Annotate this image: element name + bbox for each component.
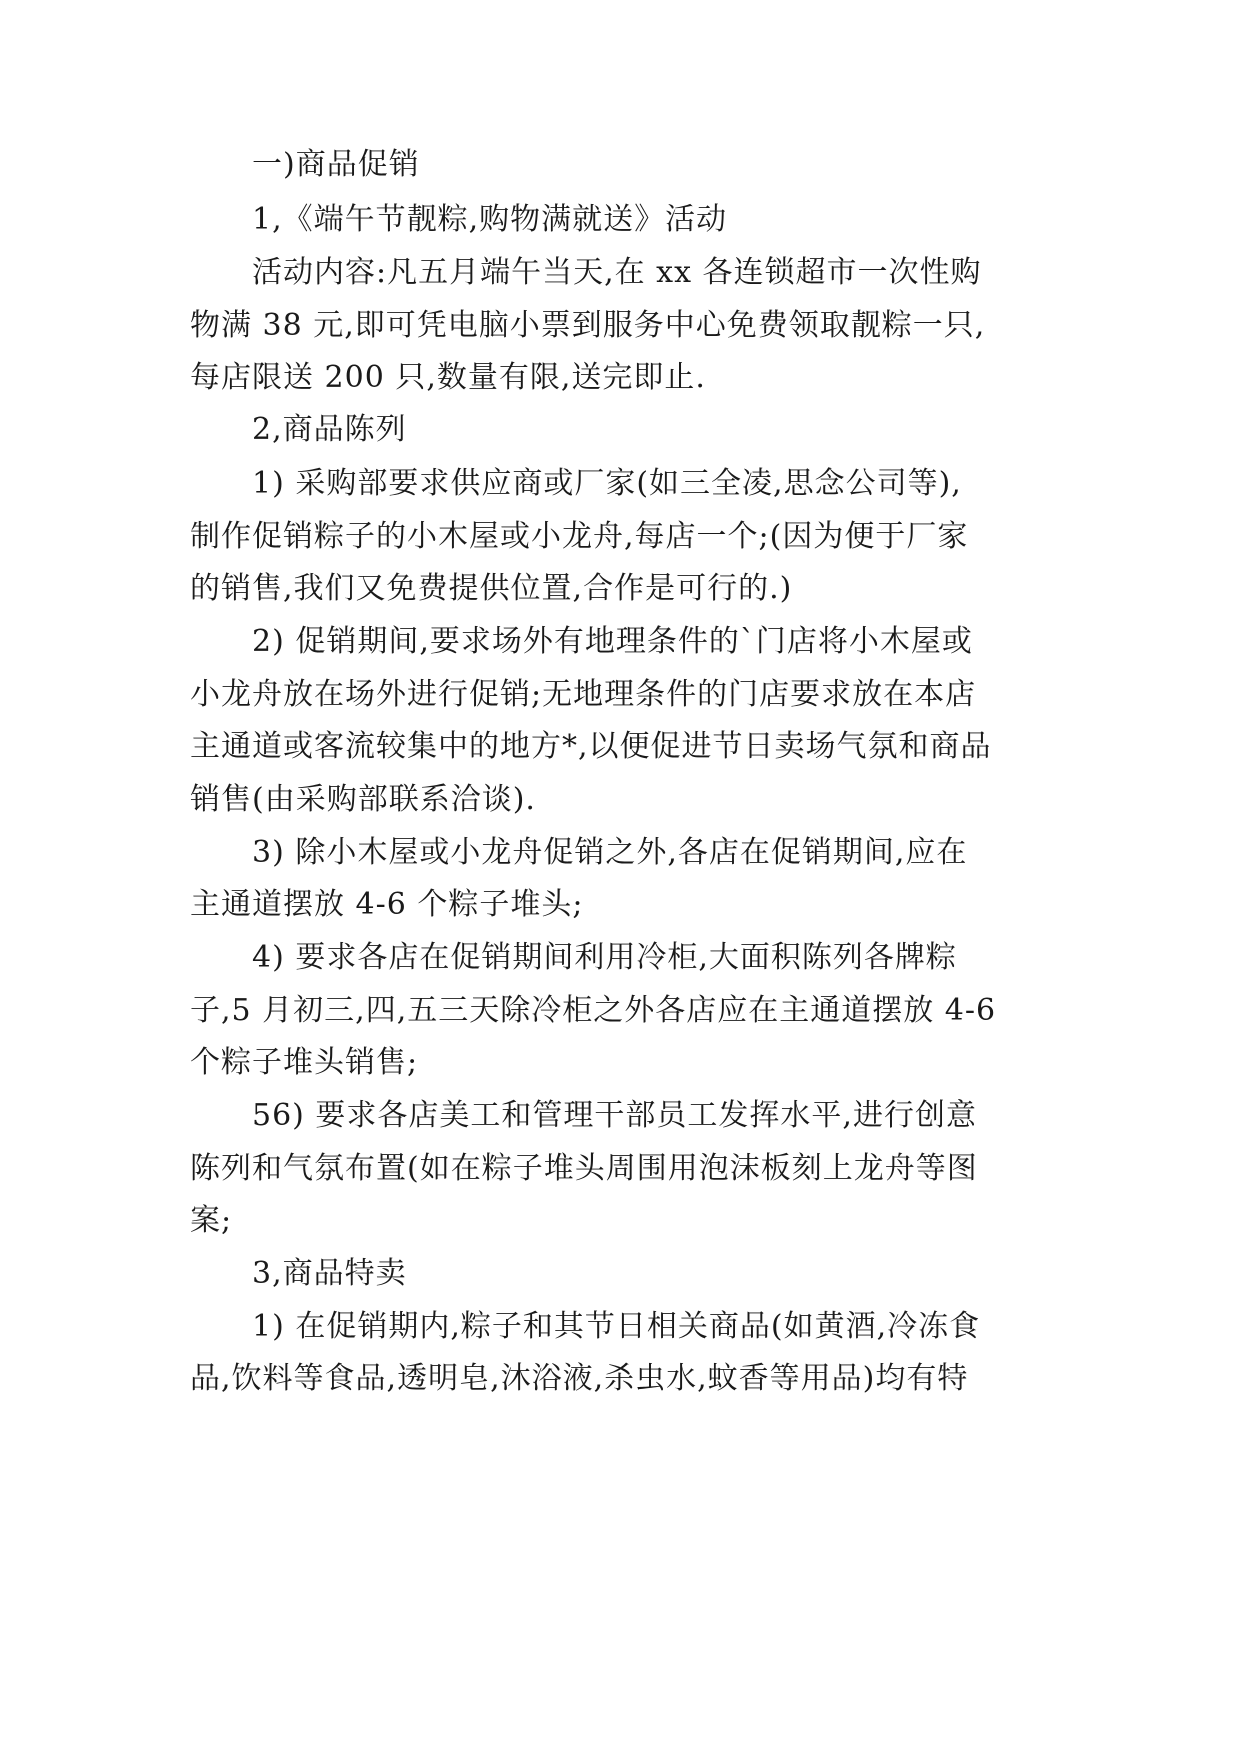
paragraph-line: 4) 要求各店在促销期间利用冷柜,大面积陈列各牌粽 (252, 940, 957, 975)
paragraph-line: 子,5 月初三,四,五三天除冷柜之外各店应在主通道摆放 4-6 (190, 993, 997, 1028)
paragraph-line: 1) 在促销期内,粽子和其节日相关商品(如黄酒,冷冻食 (252, 1309, 981, 1344)
paragraph-line: 制作促销粽子的小木屋或小龙舟,每店一个;(因为便于厂家 (190, 519, 969, 554)
paragraph-line: 主通道摆放 4-6 个粽子堆头; (190, 887, 584, 922)
paragraph-line: 销售(由采购部联系洽谈). (190, 782, 536, 817)
paragraph-line: 的销售,我们又免费提供位置,合作是可行的.) (190, 571, 793, 606)
heading-product-promotion: 一)商品促销 (252, 147, 420, 182)
paragraph-line: 主通道或客流较集中的地方*,以便促进节日卖场气氛和商品 (190, 729, 992, 764)
paragraph-line: 56) 要求各店美工和管理干部员工发挥水平,进行创意 (252, 1098, 977, 1133)
paragraph-line: 陈列和气氛布置(如在粽子堆头周围用泡沫板刻上龙舟等图 (190, 1151, 978, 1186)
paragraph-line: 3) 除小木屋或小龙舟促销之外,各店在促销期间,应在 (252, 835, 968, 870)
paragraph-line: 物满 38 元,即可凭电脑小票到服务中心免费领取靓粽一只, (190, 308, 986, 343)
item-1-title: 1,《端午节靓粽,购物满就送》活动 (252, 202, 728, 237)
paragraph-line: 1) 采购部要求供应商或厂家(如三全凌,思念公司等), (252, 466, 962, 501)
item-3-title: 3,商品特卖 (252, 1256, 407, 1291)
paragraph-line: 2) 促销期间,要求场外有地理条件的`门店将小木屋或 (252, 624, 973, 659)
paragraph-line: 每店限送 200 只,数量有限,送完即止. (190, 360, 706, 395)
item-2-title: 2,商品陈列 (252, 412, 407, 447)
paragraph-line: 活动内容:凡五月端午当天,在 xx 各连锁超市一次性购 (252, 255, 982, 290)
paragraph-line: 小龙舟放在场外进行促销;无地理条件的门店要求放在本店 (190, 677, 977, 712)
paragraph-line: 品,饮料等食品,透明皂,沐浴液,杀虫水,蚊香等用品)均有特 (190, 1361, 969, 1396)
paragraph-line: 案; (190, 1203, 233, 1238)
paragraph-line: 个粽子堆头销售; (190, 1045, 419, 1080)
